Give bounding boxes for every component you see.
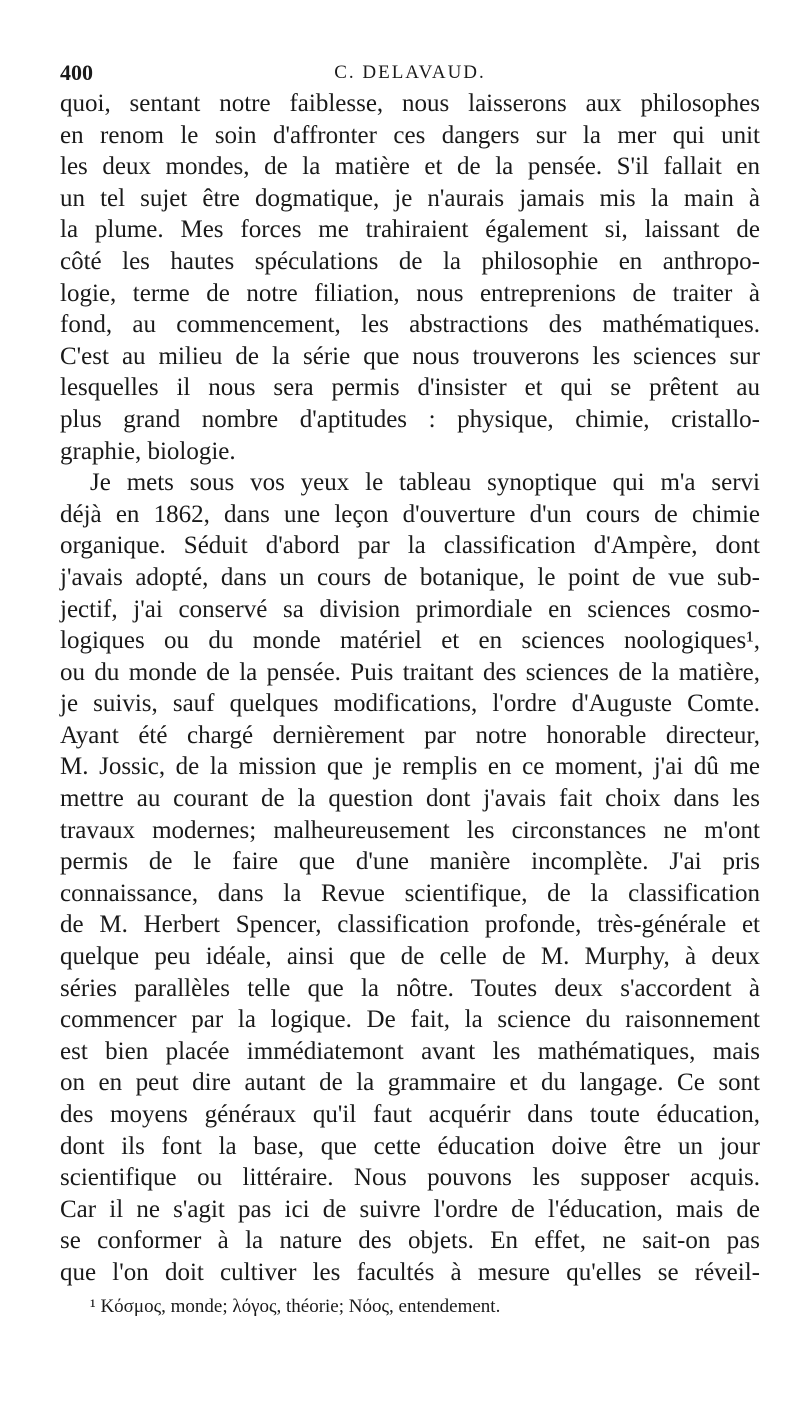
text-line: Ayant été chargé dernièrement par notre honorable directeur, [60,721,760,749]
text-line: ou du monde de la pensée. Puis traitant des sciences de la matière, [60,658,760,686]
text-line: Car il ne s'agit pas ici de suivre l'ordre de l'éducation, mais de [60,1195,760,1223]
text-line: séries parallèles telle que la nôtre. Toutes deux s'accordent à [60,974,760,1002]
text-line: dont ils font la base, que cette éducation doive être un jour [60,1132,760,1160]
text-line: on en peut dire autant de la grammaire et du langage. Ce sont [60,1069,760,1097]
text-line: travaux modernes; malheureusement les circonstances ne m'ont [60,816,760,844]
text-line: quelque peu idéale, ainsi que de celle de M. Murphy, à deux [60,943,760,971]
text-line: déjà en 1862, dans une leçon d'ouverture d'un cours de chimie [60,500,760,528]
text-line: j'avais adopté, dans un cours de botanique, le point de vue sub- [60,563,760,591]
text-line: graphie, biologie. [60,437,236,465]
text-line: M. Jossic, de la mission que je remplis en ce moment, j'ai dû me [60,753,760,781]
text-line: côté les hautes spéculations de la philosophie en anthropo- [60,247,760,275]
text-line: se conformer à la nature des objets. En effet, ne sait-on pas [60,1227,760,1255]
text-line: les deux mondes, de la matière et de la pensée. S'il fallait en [60,153,760,181]
text-line: mettre au courant de la question dont j'avais fait choix dans les [60,785,760,813]
text-line: la plume. Mes forces me trahiraient également si, laissant de [60,216,760,244]
body-text [60,88,760,1289]
page-number: 400 [60,60,93,85]
text-line: logie, terme de notre filiation, nous entreprenions de traiter à [60,279,760,307]
text-line: de M. Herbert Spencer, classification profonde, très-générale et [60,911,760,939]
text-line: organique. Séduit d'abord par la classification d'Ampère, dont [60,532,760,560]
text-line: permis de le faire que d'une manière incomplète. J'ai pris [60,848,760,876]
text-line: quoi, sentant notre faiblesse, nous laisserons aux philosophes [60,90,760,117]
footnote: ¹ Κόσμος, monde; λόγος, théorie; Νόος, entendement. [90,1296,501,1317]
text-line: logiques ou du monde matériel et en sciences noologiques¹, [60,627,760,655]
text-line: C'est au milieu de la série que nous trouverons les sciences sur [60,342,760,370]
text-line: des moyens généraux qu'il faut acquérir dans toute éducation, [60,1101,760,1128]
text-line: lesquelles il nous sera permis d'insister et qui se prêtent au [60,374,760,402]
text-line: jectif, j'ai conservé sa division primordiale en sciences cosmo- [60,595,760,623]
running-title: C. DELAVAUD. [334,62,486,83]
text-line: scientifique ou littéraire. Nous pouvons les supposer acquis. [60,1164,760,1192]
text-line: fond, au commencement, les abstractions des mathématiques. [60,311,760,339]
text-line: je suivis, sauf quelques modifications, l'ordre d'Auguste Comte. [60,690,760,718]
text-line: en renom le soin d'affronter ces dangers sur la mer qui unit [60,121,760,149]
page-header [60,58,760,88]
text-line: commencer par la logique. De fait, la science du raisonnement [60,1006,760,1034]
text-line: connaissance, dans la Revue scientifique, de la classification [60,879,760,907]
text-line: un tel sujet être dogmatique, je n'aurais jamais mis la main à [60,184,760,212]
text-line: est bien placée immédiatemont avant les mathématiques, mais [60,1037,760,1065]
text-line: Je mets sous vos yeux le tableau synoptique qui m'a servi [90,469,760,497]
text-line: plus grand nombre d'aptitudes : physique, chimie, cristallo- [60,405,760,433]
text-line: que l'on doit cultiver les facultés à mesure qu'elles se réveil- [60,1258,760,1286]
